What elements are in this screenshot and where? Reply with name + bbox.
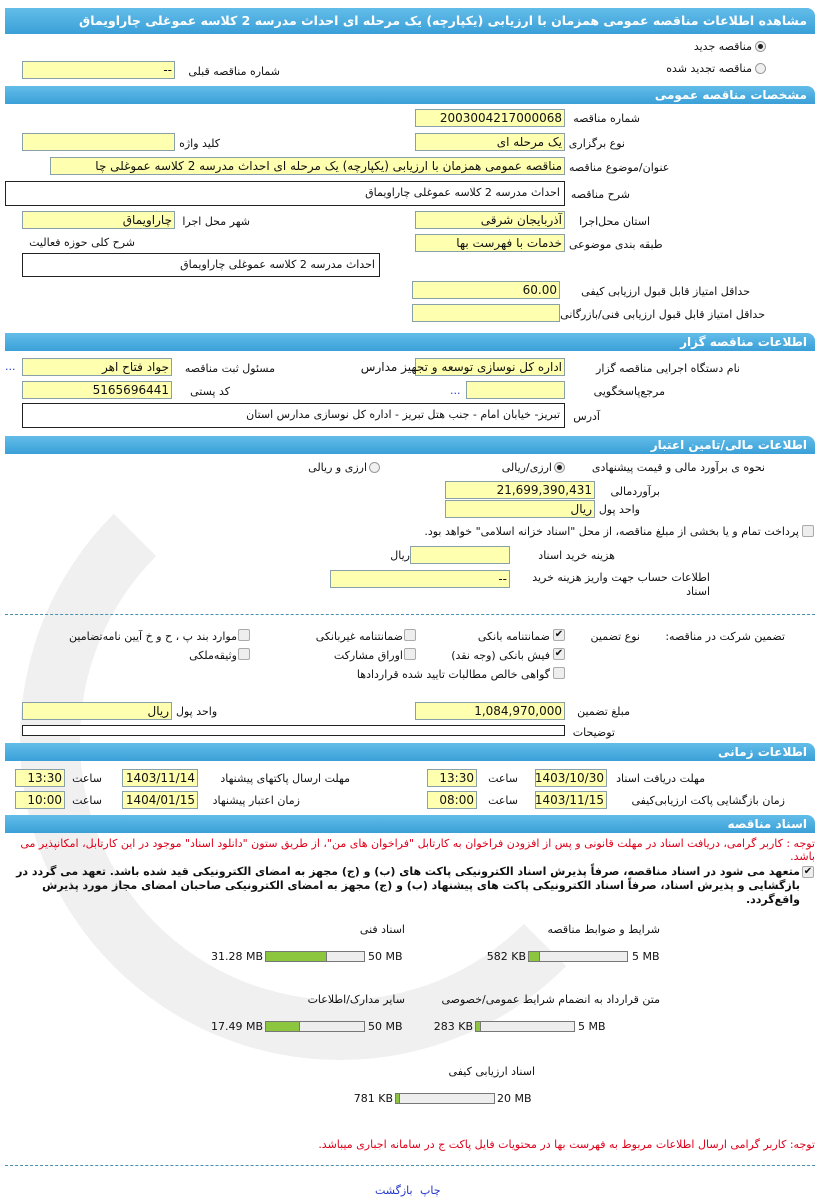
section-documents: اسناد مناقصه [5,815,815,833]
currency-field[interactable]: ریال [445,500,595,518]
guarantee-currency-label: واحد پول [176,705,218,718]
notes-box [22,725,565,736]
guarantee-type-label: نوع تضمین [590,630,640,643]
doc-deadline-time[interactable]: 13:30 [427,769,477,787]
tender-number-label: شماره مناقصه [573,112,640,125]
radio-renewed-tender-label: مناقصه تجدید شده [666,62,752,75]
registrar-more-link[interactable]: ... [5,360,16,373]
file-name: اسناد ارزیابی کیفی [448,1065,535,1078]
opening-date[interactable]: 1403/11/15 [535,791,607,809]
opening-label: زمان بازگشایی پاکت ارزیابی‌کیفی [631,794,785,807]
category-field[interactable]: خدمات با فهرست بها [415,234,565,252]
validity-date[interactable]: 1404/01/15 [122,791,198,809]
guarantee-amount-label: مبلغ تضمین [577,705,630,718]
section-timing: اطلاعات زمانی [5,743,815,761]
doc-cost-unit: ریال [390,549,410,562]
city-field[interactable]: چاراویماق [22,211,175,229]
file-progress-fill [266,1022,300,1031]
registrar-label: مسئول ثبت مناقصه [184,362,275,375]
section-organizer: اطلاعات مناقصه گزار [5,333,815,351]
file-progress-bar [475,1021,575,1032]
divider [5,614,815,615]
province-field[interactable]: آذربایجان شرقی [415,211,565,229]
file-progress-fill [396,1094,400,1103]
radio-rial[interactable] [554,462,565,473]
file-progress-bar [265,1021,365,1032]
checkbox-nonbank-guarantee[interactable] [404,629,416,641]
commitment-checkbox[interactable]: ✔ [803,866,813,877]
radio-renewed-tender[interactable] [755,63,766,74]
estimate-field[interactable]: 21,699,390,431 [445,481,595,499]
bank-guarantee-label: ضمانتنامه بانکی [477,630,550,643]
holding-type-field[interactable]: یک مرحله ای [415,133,565,151]
file-size: 582 KB [486,950,526,963]
documents-notice: توجه : کاربر گرامی، دریافت اسناد در مهلت قانونی و پس از افزودن فراخوان به کارتابل "فراخوان های من"، از طریق ستون "دانلود اسناد" موجود در این کارتابل، امکانپذیر می باشد. [20,837,815,863]
radio-new-tender[interactable] [755,41,766,52]
min-tech-label: حداقل امتیاز قابل قبول ارزیابی فنی/بازرگانی [560,308,765,321]
section-finance: اطلاعات مالی/تامین اعتبار [5,436,815,454]
bonds-label: اوراق مشارکت [333,649,403,662]
back-link[interactable]: بازگشت [375,1184,413,1197]
nonbank-guarantee-label: ضمانتنامه غیربانکی [315,630,403,643]
currency-label: واحد پول [598,503,640,516]
account-field[interactable]: -- [330,570,510,588]
file-progress-bar [528,951,628,962]
validity-time[interactable]: 10:00 [15,791,65,809]
file-max: 50 MB [368,1020,403,1033]
guarantee-currency-field[interactable]: ریال [22,702,172,720]
receivables-certificate-label: گواهی خالص مطالبات تایید شده قراردادها [356,668,550,681]
file-max: 5 MB [578,1020,606,1033]
guarantee-label: تضمین شرکت در مناقصه: [665,630,785,643]
treasury-text: پرداخت تمام و یا بخشی از مبلغ مناقصه، از محل "اسناد خزانه اسلامی" خواهد بود. [424,525,799,538]
doc-cost-field[interactable] [410,546,510,564]
print-link[interactable]: چاپ [420,1184,441,1197]
file-name: اسناد فنی [359,923,405,936]
tender-number-field[interactable]: 2003004217000068 [415,109,565,127]
validity-label: زمان اعتبار پیشنهاد [212,794,300,807]
file-name: سایر مدارک/اطلاعات [307,993,405,1006]
province-label: استان محل‌اجرا [579,215,650,228]
file-size: 781 KB [353,1092,393,1105]
treasury-checkbox[interactable] [802,525,814,537]
category-label: طبقه بندی موضوعی [569,238,663,251]
commitment-text: متعهد می شود در اسناد مناقصه، صرفاً پذیرش اسناد الکترونیکی پاکت های (ب) و (ج) مجهز به امضای الکترونیکی قید شده باشد. تعهد می گردد در بازگشایی و پذیرش اسناد، صرفاً اسناد الکترونیکی پاکت های پیشنهاد (ب) و (ج) مجهز به امضای الکترونیکی صاحبان امضای مجاز مورد پذیرش واقع‌گردد. [16,865,800,906]
price-list-notice: توجه: کاربر گرامی ارسال اطلاعات مربوط به فهرست بها در محتویات فایل پاکت ج در سامانه اجباری میباشد. [318,1138,815,1151]
notes-label: توضیحات [572,726,615,739]
section-general: مشخصات مناقصه عمومی [5,86,815,104]
address-box: تبریز- خیابان امام - جنب هتل تبریز - اداره کل نوسازی مدارس استان [22,403,565,428]
bank-receipt-label: فیش بانکی (وجه نقد) [451,649,550,662]
file-name: متن قرارداد به انضمام شرایط عمومی/خصوصی [441,993,660,1006]
submit-deadline-date[interactable]: 1403/11/14 [122,769,198,787]
doc-deadline-label: مهلت دریافت اسناد [616,772,705,785]
checkbox-bank-receipt[interactable]: ✔ [554,648,564,659]
prev-number-label: شماره مناقصه قبلی [188,65,280,78]
submit-deadline-label: مهلت ارسال پاکتهای پیشنهاد [220,772,350,785]
property-collateral-label: وثیقه‌ملکی [189,649,237,662]
checkbox-bank-guarantee[interactable]: ✔ [554,629,564,640]
org-field[interactable]: اداره کل نوسازی توسعه و تجهیز مدارس [415,358,565,376]
checkbox-receivables-certificate[interactable] [553,667,565,679]
postal-field[interactable]: 5165696441 [22,381,172,399]
reference-field[interactable] [466,381,565,399]
hour-label: ساعت [488,772,518,785]
file-max: 50 MB [368,950,403,963]
radio-new-tender-label: مناقصه جدید [693,40,752,53]
min-quality-field[interactable]: 60.00 [412,281,560,299]
org-label: نام دستگاه اجرایی مناقصه گزار [596,362,740,375]
estimate-label: برآوردمالی [610,485,660,498]
regulation-items-label: موارد بند پ ، ح و خ آیین نامه‌تضامین [69,630,237,643]
doc-cost-label: هزینه خرید اسناد [538,549,615,562]
method-label: نحوه ی برآورد مالی و قیمت پیشنهادی [591,461,765,474]
page-title: مشاهده اطلاعات مناقصه عمومی همزمان با ارزیابی (یکپارچه) یک مرحله ای احداث مدرسه 2 کلاسه عموغلی چاراویماق [5,8,815,34]
file-progress-fill [529,952,540,961]
hour-label: ساعت [72,794,102,807]
subject-label: عنوان/موضوع مناقصه [569,161,670,174]
radio-foreign-and-rial-label: ارزی و ریالی [308,461,367,474]
radio-foreign-and-rial[interactable] [369,462,380,473]
min-tech-field[interactable] [412,304,560,322]
doc-deadline-date[interactable]: 1403/10/30 [535,769,607,787]
file-name: شرایط و ضوابط مناقصه [547,923,660,936]
reference-label: مرجع‌پاسخگویی [593,385,665,398]
activity-box: احداث مدرسه 2 کلاسه عموغلی چاراویماق [22,253,380,277]
file-size: 283 KB [433,1020,473,1033]
file-max: 5 MB [632,950,660,963]
postal-label: کد پستی [190,385,230,398]
min-quality-label: حداقل امتیاز قابل قبول ارزیابی کیفی [581,285,750,298]
opening-time[interactable]: 08:00 [427,791,477,809]
keyword-label: کلید واژه [179,137,220,150]
checkbox-regulation-items[interactable] [238,629,250,641]
guarantee-amount-field[interactable]: 1,084,970,000 [415,702,565,720]
keyword-field[interactable] [22,133,175,151]
divider [5,1165,815,1166]
file-max: 20 MB [497,1092,532,1105]
file-size: 17.49 MB [210,1020,263,1033]
hour-label: ساعت [488,794,518,807]
description-label: شرح مناقصه [570,188,630,201]
account-label: اطلاعات حساب جهت واریز هزینه خرید اسناد [532,571,710,598]
prev-number-field[interactable]: -- [22,61,175,79]
holding-type-label: نوع برگزاری [568,137,625,150]
hour-label: ساعت [72,772,102,785]
checkbox-property-collateral[interactable] [238,648,250,660]
file-progress-bar [265,951,365,962]
file-progress-fill [476,1022,481,1031]
submit-deadline-time[interactable]: 13:30 [15,769,65,787]
city-label: شهر محل اجرا [182,215,250,228]
description-box: احداث مدرسه 2 کلاسه عموغلی چاراویماق [5,181,565,206]
activity-label: شرح کلی حوزه فعالیت [29,236,135,249]
address-label: آدرس [573,410,600,423]
file-size: 31.28 MB [210,950,263,963]
radio-rial-label: ارزی/ریالی [501,461,552,474]
checkbox-bonds[interactable] [404,648,416,660]
subject-field[interactable]: مناقصه عمومی همزمان با ارزیابی (یکپارچه) یک مرحله ای احداث مدرسه 2 کلاسه عموغلی چا [50,157,565,175]
reference-more-link[interactable]: ... [450,384,461,397]
file-progress-bar [395,1093,495,1104]
file-progress-fill [266,952,327,961]
registrar-field[interactable]: جواد فتاح اهر [22,358,172,376]
